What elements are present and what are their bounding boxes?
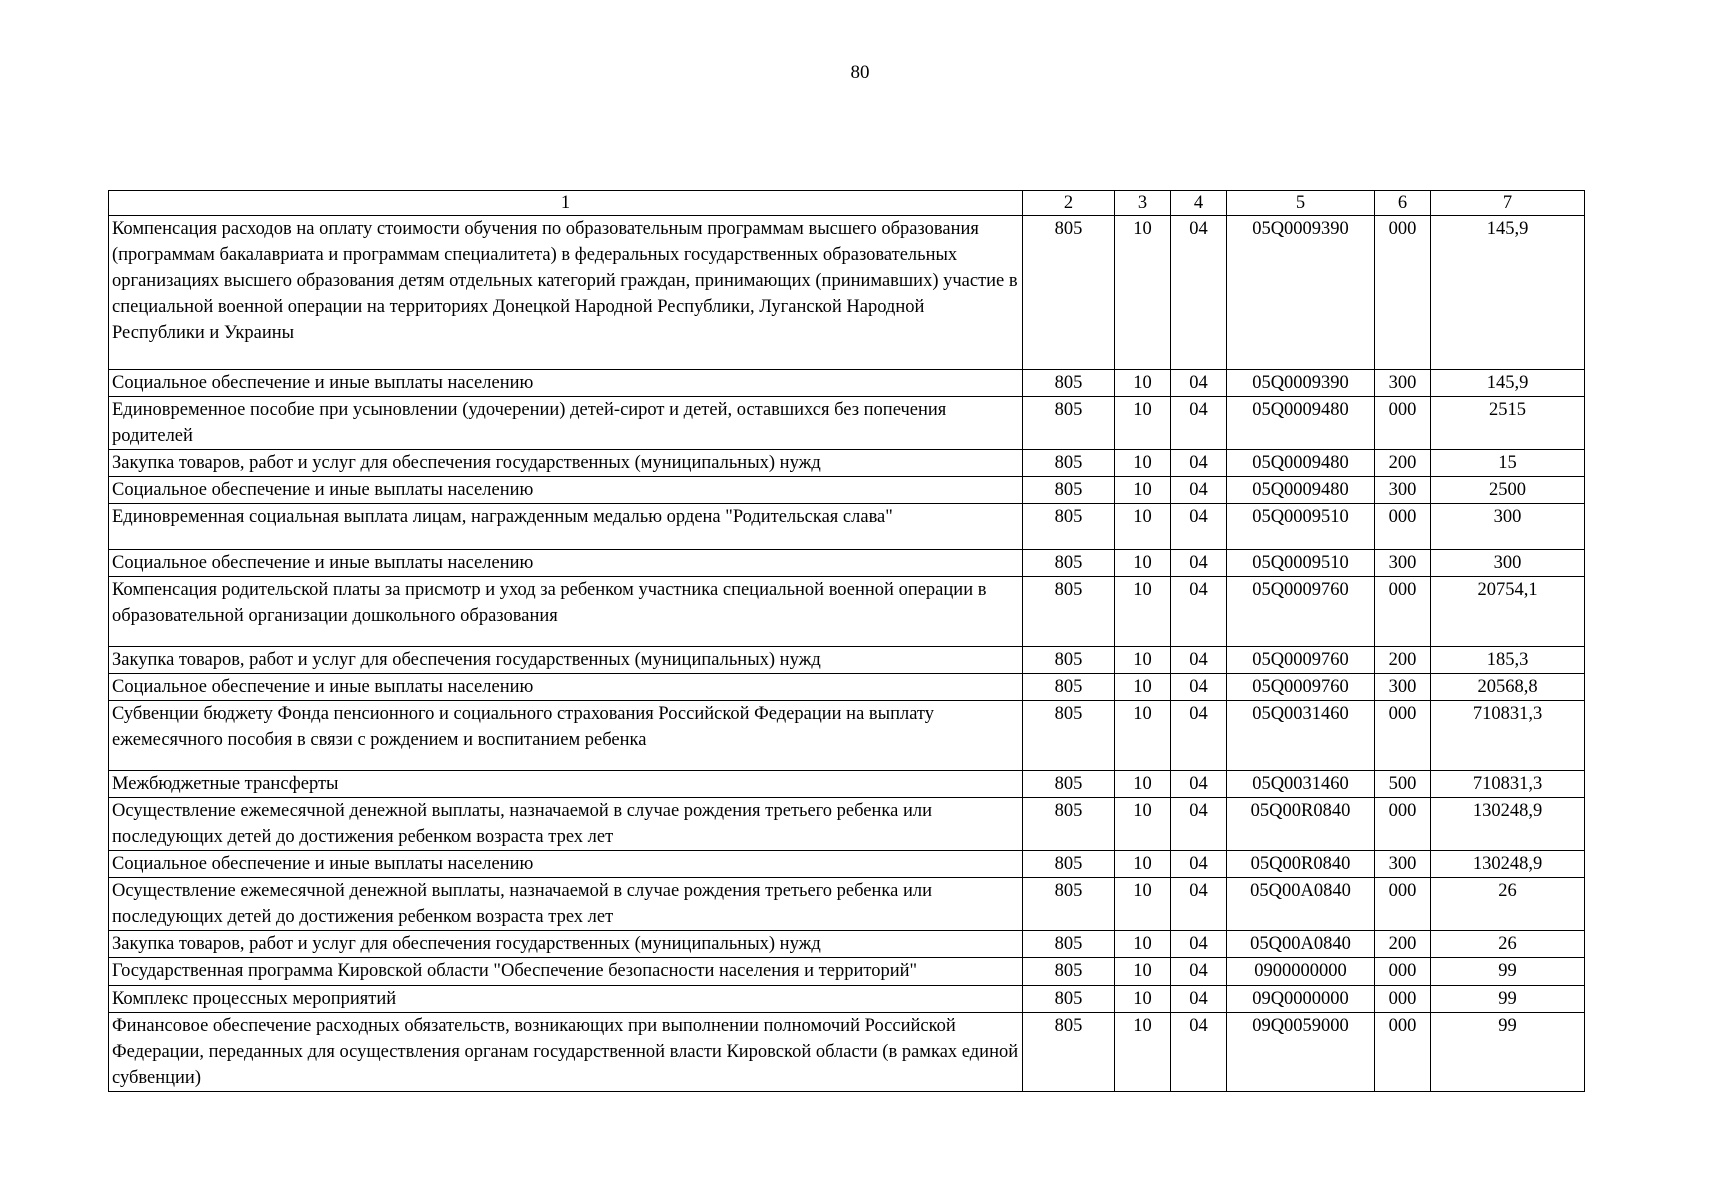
- section-code-cell: 10: [1115, 577, 1171, 647]
- subsection-code-cell: 04: [1171, 504, 1227, 550]
- gr-code-cell: 805: [1023, 550, 1115, 577]
- expense-type-code-cell: 300: [1375, 477, 1431, 504]
- table-row: [109, 504, 1585, 550]
- item-name-cell: Социальное обеспечение и иные выплаты населению: [109, 370, 1023, 397]
- section-code-cell: 10: [1115, 674, 1171, 701]
- target-article-code-cell: 05Q0009390: [1227, 370, 1375, 397]
- expense-type-code-cell: 000: [1375, 397, 1431, 450]
- subsection-code-cell: 04: [1171, 878, 1227, 931]
- amount-cell: 26: [1431, 931, 1585, 958]
- section-code-cell: 10: [1115, 397, 1171, 450]
- subsection-code-cell: 04: [1171, 958, 1227, 986]
- gr-code-cell: 805: [1023, 647, 1115, 674]
- target-article-code-cell: 05Q0009480: [1227, 450, 1375, 477]
- amount-cell: 300: [1431, 504, 1585, 550]
- gr-code-cell: 805: [1023, 577, 1115, 647]
- item-name-cell: Компенсация расходов на оплату стоимости обучения по образовательным программам высшего образования (программам бакалавриата и программам специалитета) в федеральных государственных образовательных организациях высшего образования детям отдельных категорий граждан, принимающих (принимавших) участие в специальной военной операции на территориях Донецкой Народной Республики, Луганской Народной Республики и Украины: [109, 216, 1023, 370]
- amount-cell: 20568,8: [1431, 674, 1585, 701]
- item-name-cell: Компенсация родительской платы за присмотр и уход за ребенком участника специальной военной операции в образовательной организации дошкольного образования: [109, 577, 1023, 647]
- subsection-code-cell: 04: [1171, 477, 1227, 504]
- subsection-code-cell: 04: [1171, 798, 1227, 851]
- amount-cell: 710831,3: [1431, 701, 1585, 771]
- section-code-cell: 10: [1115, 504, 1171, 550]
- budget-table: [108, 190, 1585, 1092]
- subsection-code-cell: 04: [1171, 986, 1227, 1013]
- table-row: [109, 216, 1585, 370]
- expense-type-code-cell: 000: [1375, 958, 1431, 986]
- section-code-cell: 10: [1115, 958, 1171, 986]
- section-code-cell: 10: [1115, 851, 1171, 878]
- target-article-code-cell: 05Q0009760: [1227, 674, 1375, 701]
- amount-cell: 145,9: [1431, 216, 1585, 370]
- subsection-code-cell: 04: [1171, 931, 1227, 958]
- target-article-code-cell: 05Q0009480: [1227, 397, 1375, 450]
- expense-type-code-cell: 200: [1375, 647, 1431, 674]
- subsection-code-cell: 04: [1171, 701, 1227, 771]
- gr-code-cell: 805: [1023, 450, 1115, 477]
- section-code-cell: 10: [1115, 550, 1171, 577]
- amount-cell: 26: [1431, 878, 1585, 931]
- subsection-code-cell: 04: [1171, 216, 1227, 370]
- section-code-cell: 10: [1115, 931, 1171, 958]
- target-article-code-cell: 09Q0059000: [1227, 1013, 1375, 1092]
- expense-type-code-cell: 300: [1375, 674, 1431, 701]
- subsection-code-cell: 04: [1171, 647, 1227, 674]
- amount-cell: 99: [1431, 986, 1585, 1013]
- gr-code-cell: 805: [1023, 1013, 1115, 1092]
- gr-code-cell: 805: [1023, 216, 1115, 370]
- amount-cell: 20754,1: [1431, 577, 1585, 647]
- item-name-cell: Закупка товаров, работ и услуг для обеспечения государственных (муниципальных) нужд: [109, 931, 1023, 958]
- amount-cell: 130248,9: [1431, 798, 1585, 851]
- subsection-code-cell: 04: [1171, 450, 1227, 477]
- subsection-code-cell: 04: [1171, 550, 1227, 577]
- section-code-cell: 10: [1115, 798, 1171, 851]
- target-article-code-cell: 05Q0009390: [1227, 216, 1375, 370]
- header-row: [109, 191, 1585, 216]
- expense-type-code-cell: 000: [1375, 504, 1431, 550]
- section-code-cell: 10: [1115, 986, 1171, 1013]
- expense-type-code-cell: 200: [1375, 450, 1431, 477]
- column-header: 1: [109, 191, 1023, 216]
- table-row: [109, 851, 1585, 878]
- target-article-code-cell: 05Q0009510: [1227, 504, 1375, 550]
- section-code-cell: 10: [1115, 771, 1171, 798]
- column-header: 5: [1227, 191, 1375, 216]
- table-row: [109, 1013, 1585, 1092]
- item-name-cell: Финансовое обеспечение расходных обязательств, возникающих при выполнении полномочий Российской Федерации, переданных для осуществления органам государственной власти Кировской области (в рамках единой субвенции): [109, 1013, 1023, 1092]
- gr-code-cell: 805: [1023, 504, 1115, 550]
- item-name-cell: Единовременное пособие при усыновлении (удочерении) детей-сирот и детей, оставшихся без попечения родителей: [109, 397, 1023, 450]
- table-row: [109, 397, 1585, 450]
- amount-cell: 130248,9: [1431, 851, 1585, 878]
- table-row: [109, 647, 1585, 674]
- expense-type-code-cell: 000: [1375, 1013, 1431, 1092]
- item-name-cell: Государственная программа Кировской области "Обеспечение безопасности населения и территорий": [109, 958, 1023, 986]
- gr-code-cell: 805: [1023, 370, 1115, 397]
- column-header: 7: [1431, 191, 1585, 216]
- table-row: [109, 477, 1585, 504]
- target-article-code-cell: 0900000000: [1227, 958, 1375, 986]
- table-row: [109, 550, 1585, 577]
- subsection-code-cell: 04: [1171, 577, 1227, 647]
- column-header: 3: [1115, 191, 1171, 216]
- table-row: [109, 674, 1585, 701]
- table-row: [109, 986, 1585, 1013]
- column-header: 2: [1023, 191, 1115, 216]
- section-code-cell: 10: [1115, 1013, 1171, 1092]
- expense-type-code-cell: 500: [1375, 771, 1431, 798]
- gr-code-cell: 805: [1023, 701, 1115, 771]
- subsection-code-cell: 04: [1171, 397, 1227, 450]
- table-row: [109, 370, 1585, 397]
- item-name-cell: Осуществление ежемесячной денежной выплаты, назначаемой в случае рождения третьего ребенка или последующих детей до достижения ребенком возраста трех лет: [109, 878, 1023, 931]
- column-header: 4: [1171, 191, 1227, 216]
- amount-cell: 2515: [1431, 397, 1585, 450]
- expense-type-code-cell: 000: [1375, 986, 1431, 1013]
- section-code-cell: 10: [1115, 370, 1171, 397]
- item-name-cell: Социальное обеспечение и иные выплаты населению: [109, 477, 1023, 504]
- item-name-cell: Социальное обеспечение и иные выплаты населению: [109, 674, 1023, 701]
- item-name-cell: Комплекс процессных мероприятий: [109, 986, 1023, 1013]
- target-article-code-cell: 05Q00R0840: [1227, 851, 1375, 878]
- amount-cell: 15: [1431, 450, 1585, 477]
- item-name-cell: Субвенции бюджету Фонда пенсионного и социального страхования Российской Федерации на выплату ежемесячного пособия в связи с рождением и воспитанием ребенка: [109, 701, 1023, 771]
- item-name-cell: Закупка товаров, работ и услуг для обеспечения государственных (муниципальных) нужд: [109, 647, 1023, 674]
- table-row: [109, 931, 1585, 958]
- section-code-cell: 10: [1115, 216, 1171, 370]
- gr-code-cell: 805: [1023, 931, 1115, 958]
- gr-code-cell: 805: [1023, 986, 1115, 1013]
- gr-code-cell: 805: [1023, 771, 1115, 798]
- gr-code-cell: 805: [1023, 477, 1115, 504]
- gr-code-cell: 805: [1023, 798, 1115, 851]
- amount-cell: 145,9: [1431, 370, 1585, 397]
- amount-cell: 710831,3: [1431, 771, 1585, 798]
- table-row: [109, 798, 1585, 851]
- table-row: [109, 577, 1585, 647]
- item-name-cell: Осуществление ежемесячной денежной выплаты, назначаемой в случае рождения третьего ребенка или последующих детей до достижения ребенком возраста трех лет: [109, 798, 1023, 851]
- expense-type-code-cell: 000: [1375, 878, 1431, 931]
- target-article-code-cell: 05Q00A0840: [1227, 878, 1375, 931]
- target-article-code-cell: 05Q0031460: [1227, 771, 1375, 798]
- gr-code-cell: 805: [1023, 878, 1115, 931]
- gr-code-cell: 805: [1023, 851, 1115, 878]
- item-name-cell: Межбюджетные трансферты: [109, 771, 1023, 798]
- expense-type-code-cell: 300: [1375, 851, 1431, 878]
- gr-code-cell: 805: [1023, 397, 1115, 450]
- subsection-code-cell: 04: [1171, 851, 1227, 878]
- expense-type-code-cell: 000: [1375, 216, 1431, 370]
- expense-type-code-cell: 300: [1375, 370, 1431, 397]
- table-row: [109, 958, 1585, 986]
- item-name-cell: Социальное обеспечение и иные выплаты населению: [109, 851, 1023, 878]
- section-code-cell: 10: [1115, 647, 1171, 674]
- section-code-cell: 10: [1115, 878, 1171, 931]
- table-body: [109, 216, 1585, 1092]
- expense-type-code-cell: 000: [1375, 798, 1431, 851]
- section-code-cell: 10: [1115, 450, 1171, 477]
- amount-cell: 185,3: [1431, 647, 1585, 674]
- section-code-cell: 10: [1115, 477, 1171, 504]
- target-article-code-cell: 05Q0009760: [1227, 577, 1375, 647]
- table-row: [109, 701, 1585, 771]
- item-name-cell: Единовременная социальная выплата лицам, награжденным медалью ордена "Родительская слава": [109, 504, 1023, 550]
- table-row: [109, 450, 1585, 477]
- expense-type-code-cell: 200: [1375, 931, 1431, 958]
- amount-cell: 300: [1431, 550, 1585, 577]
- item-name-cell: Закупка товаров, работ и услуг для обеспечения государственных (муниципальных) нужд: [109, 450, 1023, 477]
- expense-type-code-cell: 000: [1375, 577, 1431, 647]
- target-article-code-cell: 05Q0009510: [1227, 550, 1375, 577]
- gr-code-cell: 805: [1023, 674, 1115, 701]
- target-article-code-cell: 05Q0009760: [1227, 647, 1375, 674]
- target-article-code-cell: 05Q0031460: [1227, 701, 1375, 771]
- expense-type-code-cell: 000: [1375, 701, 1431, 771]
- gr-code-cell: 805: [1023, 958, 1115, 986]
- subsection-code-cell: 04: [1171, 771, 1227, 798]
- target-article-code-cell: 05Q00A0840: [1227, 931, 1375, 958]
- section-code-cell: 10: [1115, 701, 1171, 771]
- subsection-code-cell: 04: [1171, 674, 1227, 701]
- table-row: [109, 771, 1585, 798]
- column-header: 6: [1375, 191, 1431, 216]
- table-row: [109, 878, 1585, 931]
- subsection-code-cell: 04: [1171, 370, 1227, 397]
- amount-cell: 2500: [1431, 477, 1585, 504]
- expense-type-code-cell: 300: [1375, 550, 1431, 577]
- target-article-code-cell: 09Q0000000: [1227, 986, 1375, 1013]
- target-article-code-cell: 05Q00R0840: [1227, 798, 1375, 851]
- item-name-cell: Социальное обеспечение и иные выплаты населению: [109, 550, 1023, 577]
- amount-cell: 99: [1431, 958, 1585, 986]
- page-number: 80: [850, 62, 870, 83]
- amount-cell: 99: [1431, 1013, 1585, 1092]
- target-article-code-cell: 05Q0009480: [1227, 477, 1375, 504]
- subsection-code-cell: 04: [1171, 1013, 1227, 1092]
